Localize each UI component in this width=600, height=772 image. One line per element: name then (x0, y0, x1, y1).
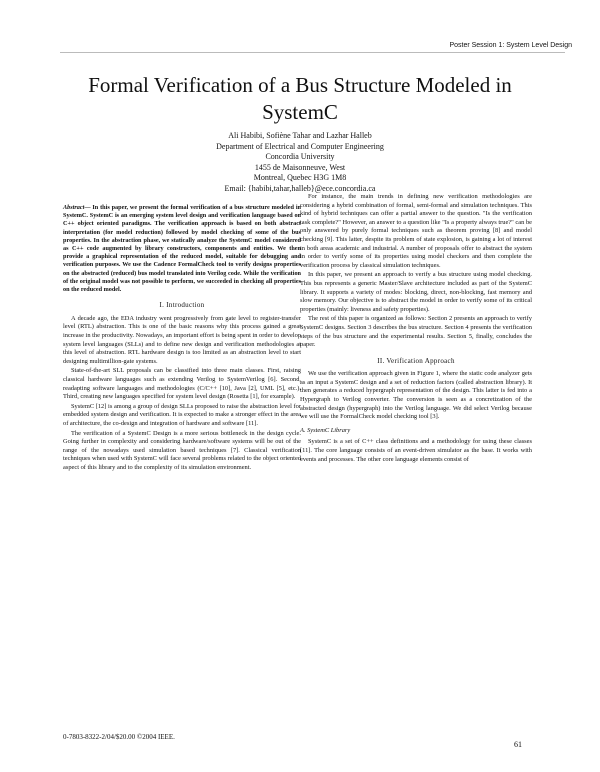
subsection-heading-systemc-library: A. SystemC Library (300, 426, 351, 434)
author-names: Ali Habibi, Sofiène Tahar and Lazhar Halleb (228, 131, 372, 140)
paper-title: Formal Verification of a Bus Structure Modeled in SystemC (88, 73, 512, 124)
author-city: Montreal, Quebec H3G 1M8 (253, 173, 347, 182)
header-rule (60, 52, 565, 53)
right-column (300, 193, 532, 465)
author-department: Department of Electrical and Computer Engineering (216, 141, 384, 151)
intro-paragraph-3: SystemC [12] is among a group of design SLLs proposed to raise the abstraction level for embedded system design and verification. It is expected to make a stronger effect in the area of architecture, the co-design and integration of hardware and software [11]. (63, 402, 301, 427)
right-paragraph-2: In this paper, we present an approach to verify a bus structure using model checking. This bus represents a generic Master/Slave architecture included as part of the SystemC library. It supports a variety of modes: blocking, direct, non-blocking, fast memory and slow memory. Our objective is to abstract the model in order to verify some of its critical properties (mainly: liveness and safety properties). (300, 271, 532, 313)
approach-paragraph-1: We use the verification approach given in Figure 1, where the static code analyzer gets as an input a SystemC design and a set of reduction factors (called abstraction library). It then generates a reduced hypergraph representation of the design. This latter is fed into a Hypergraph to Verilog converter. The conversion is seen as a concretization of the abstracted design (hypergraph) into the Verilog language. We did select Verilog because we will use the FormalCheck model checking tool [3]. (300, 370, 532, 421)
copyright-notice: 0-7803-8322-2/04/$20.00 ©2004 IEEE. (63, 733, 175, 741)
author-street: 1455 de Maisonneuve, West (254, 162, 346, 172)
abstract (63, 204, 301, 294)
author-email: Email: {habibi,tahar,halleb}@ece.concordia.ca (224, 183, 376, 193)
intro-paragraph-4: The verification of a SystemC Design is a more serious bottleneck in the design cycle. Going further in complexity and considering hardware/software systems will be out of the range of the nowadays used simulation based techniques [7]. Classical verification techniques when used with SystemC will face several problems related to the object oriented aspect of this library and to the complexity of its simulation environment. (63, 429, 301, 471)
section-heading-introduction: I. Introduction (159, 301, 205, 310)
systemc-library-paragraph: SystemC is a set of C++ class definitions and a methodology for using these classes [11]. The core language consists of an event-driven simulator as the base. It works with events and processes. The other core language elements consist of (300, 438, 532, 463)
running-head: Poster Session 1: System Level Design (449, 42, 572, 49)
author-university: Concordia University (265, 152, 335, 161)
right-paragraph-1: For instance, the main trends in defining new verification methodologies are considering a hybrid combination of formal, semi-formal and simulation techniques. This kind of hybrid techniques can offer a partial answer to the question. "Is the verification task complete?" However, an answer to a question like "Is a property always true?" can be only answered by purely formal techniques such as theorem proving [8] and model checking [9]. This latter, despite its problem of state explosion, is gaining a lot of interest in both areas academic and industrial. A number of proposals offer to abstract the system in order to verify some of its properties using model checkers and then complete the verification process by classical simulation techniques. (300, 193, 532, 269)
intro-paragraph-2: State-of-the-art SLL proposals can be classified into three main classes. First, raising classical hardware languages such as extending Verilog to SystemVerilog [6]. Second, readapting software languages and methodologies (C/C++ [10], Java [2], UML [5], etc.). Third, creating new languages specified for system level design (Rosetta [1], for example). (63, 367, 301, 401)
left-column (63, 204, 301, 474)
abstract-label: Abstract (63, 204, 85, 211)
author-block (150, 131, 450, 194)
intro-paragraph-1: A decade ago, the EDA industry went progressively from gate level to register-transfer level (RTL) abstraction. This is one of the basic reasons why this process gained a great increase in the productivity. Nowadays, an important effort is being spent in order to develop system level languages (SLLs) and to define new design and verification methodologies at this level of abstraction. RTL hardware design is too limited as an abstraction level to start designing multimillion-gate systems. (63, 314, 301, 365)
abstract-text: — In this paper, we present the formal verification of a bus structure modeled in SystemC. SystemC is an emerging system level design and verification language based on C++ object oriented paradigms. The verification approach is based on both abstract interpretation (for model reduction) followed by model checking of some of the bus properties. In the abstraction phase, we statically analyze the SystemC model considered as C++ code augmented by library constructors, components and entities. We then provide a graphical representation of the reduced model, suitable for debugging and verification purposes. We use the Cadence FormalCheck tool to verify designs properties on the abstracted (reduced) bus model translated into Verilog code. While the verification of the original model was not possible to perform, we succeeded in checking all properties on the reduced model. (63, 204, 301, 294)
right-paragraph-3: The rest of this paper is organized as follows: Section 2 presents an approach to verify SystemC designs. Section 3 describes the bus structure. Section 4 presents the verification steps of the bus structure and the experimental results. Section 5, finally, concludes the paper. (300, 315, 532, 349)
section-heading-approach: II. Verification Approach (377, 356, 455, 365)
page-number: 61 (514, 740, 522, 749)
